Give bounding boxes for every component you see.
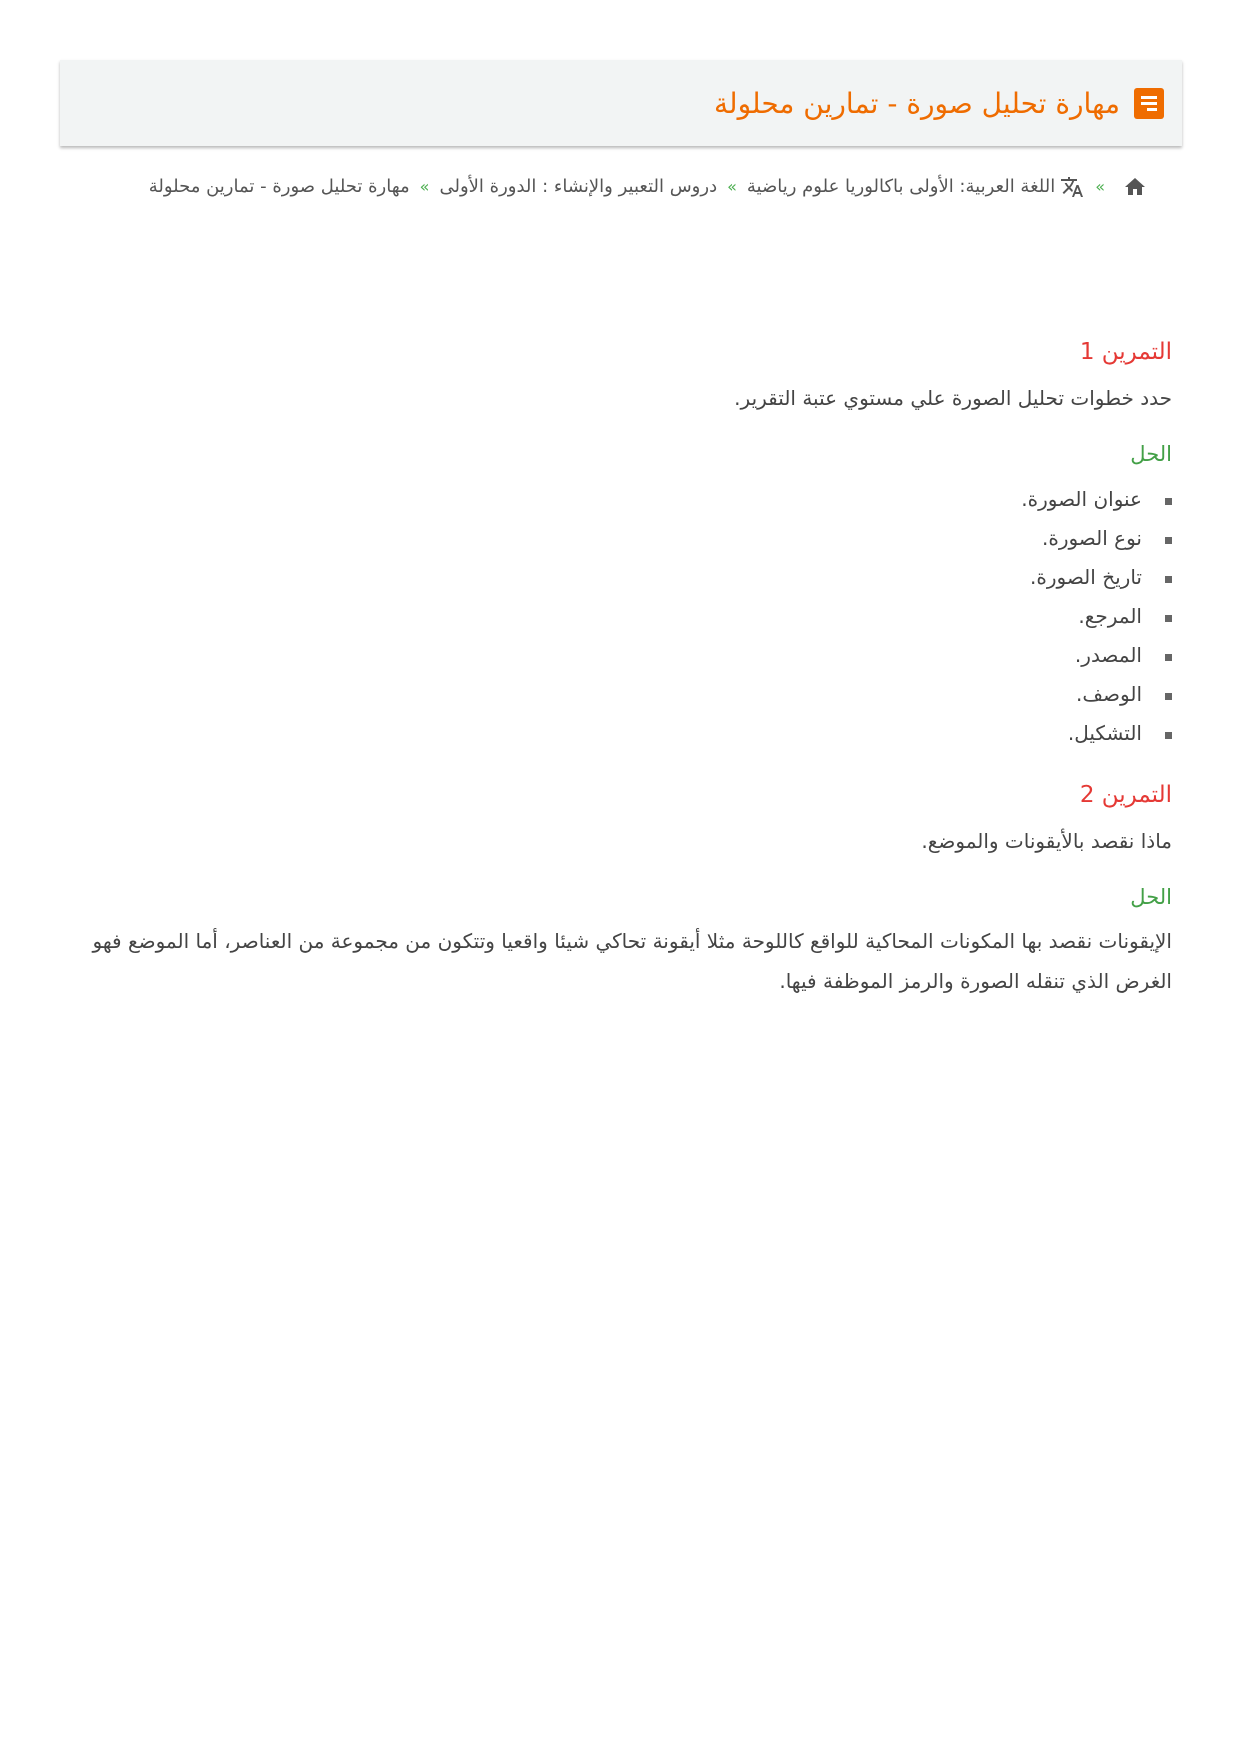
home-icon xyxy=(1123,175,1147,199)
solution-title: الحل xyxy=(1130,885,1172,909)
breadcrumb-separator: » xyxy=(419,177,430,196)
translate-icon xyxy=(1059,175,1085,199)
list-item: المرجع. xyxy=(87,597,1142,636)
breadcrumb-item-lessons[interactable]: دروس التعبير والإنشاء : الدورة الأولى xyxy=(439,176,718,197)
document-icon xyxy=(1134,88,1164,119)
list-item: تاريخ الصورة. xyxy=(87,558,1142,597)
exercise-2 xyxy=(87,773,1172,1001)
list-item: عنوان الصورة. xyxy=(87,480,1142,519)
solution-text: الإيقونات نقصد بها المكونات المحاكية للواقع كاللوحة مثلا أيقونة تحاكي شيئا واقعيا وتتكون من مجموعة من العناصر، أما الموضع فهو الغرض الذي تنقله الصورة والرمز الموظفة فيها. xyxy=(92,929,1172,993)
list-item: التشكيل. xyxy=(87,714,1142,753)
exercise-question: حدد خطوات تحليل الصورة علي مستوي عتبة التقرير. xyxy=(734,386,1172,410)
exercise-1 xyxy=(87,330,1172,753)
breadcrumb xyxy=(147,168,1147,206)
breadcrumb-separator: » xyxy=(1095,177,1105,196)
breadcrumb-home[interactable] xyxy=(1115,176,1147,197)
solution-title: الحل xyxy=(1130,442,1172,466)
breadcrumb-item-subject[interactable]: اللغة العربية: الأولى باكالوريا علوم رياضية xyxy=(746,176,1056,197)
exercise-title: التمرين 2 xyxy=(1079,782,1172,808)
exercise-title: التمرين 1 xyxy=(1079,339,1172,365)
solution-list xyxy=(87,480,1172,753)
exercise-question: ماذا نقصد بالأيقونات والموضع. xyxy=(921,829,1172,853)
page-header xyxy=(60,60,1182,146)
list-item: المصدر. xyxy=(87,636,1142,675)
list-item: نوع الصورة. xyxy=(87,519,1142,558)
page-title: مهارة تحليل صورة - تمارين محلولة xyxy=(714,86,1120,120)
main-content xyxy=(87,330,1172,1001)
list-item: الوصف. xyxy=(87,675,1142,714)
breadcrumb-separator: » xyxy=(727,177,737,196)
breadcrumb-item-current: مهارة تحليل صورة - تمارين محلولة xyxy=(148,176,410,197)
